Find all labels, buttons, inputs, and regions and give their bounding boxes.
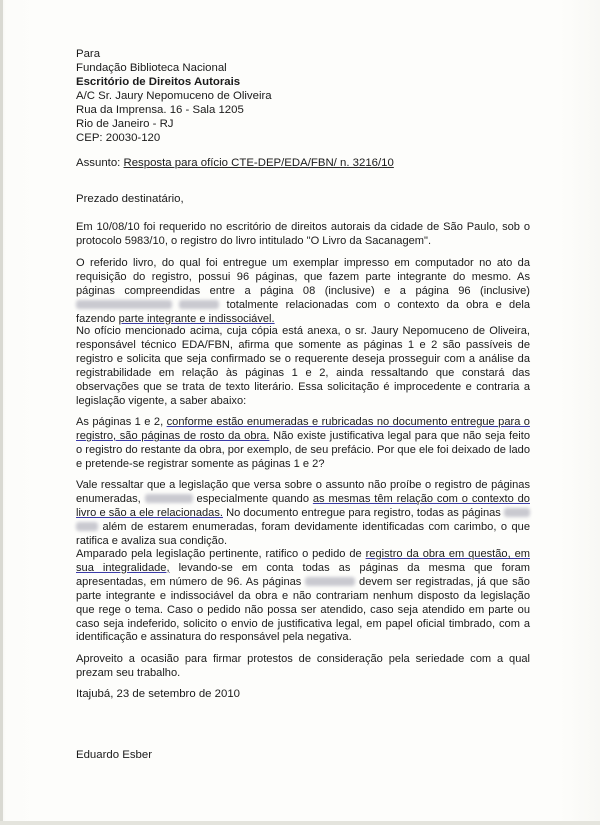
paragraph-text: levando-se em conta todas as páginas da mesma que foram apresentadas, em número de 96. As páginas bbox=[76, 561, 530, 588]
salutation: Prezado destinatário, bbox=[76, 193, 184, 205]
paragraph-5 bbox=[76, 479, 530, 549]
address-line: Rua da Imprensa. 16 - Sala 1205 bbox=[76, 104, 244, 116]
paragraph-text: Amparado pela legislação pertinente, ratifico o pedido de bbox=[76, 548, 362, 560]
underlined-text: registro da obra em questão, em sua integralidade, bbox=[76, 548, 530, 574]
paragraph-4 bbox=[76, 416, 530, 472]
signature-name: Eduardo Esber bbox=[76, 749, 152, 761]
underlined-text: as mesmas têm relação com o contexto do livro e são a ele relacionadas. bbox=[76, 492, 530, 519]
paragraph-text: totalmente relacionadas com o contexto da obra e dela fazendo bbox=[76, 298, 530, 325]
paragraph-7: Aproveito a ocasião para firmar protestos de consideração pela seriedade com a qual prezam seu trabalho. bbox=[76, 653, 530, 679]
address-line-bold: Escritório de Direitos Autorais bbox=[76, 76, 241, 88]
paragraph-text: No documento entregue para registro, todas as páginas bbox=[226, 506, 501, 519]
scan-edge-bottom bbox=[0, 821, 600, 825]
underlined-text: parte integrante e indissociável. bbox=[118, 312, 275, 325]
redacted-text bbox=[305, 577, 355, 586]
scan-edge bbox=[0, 0, 3, 825]
address-line: Rio de Janeiro - RJ bbox=[76, 118, 174, 130]
redacted-text bbox=[76, 300, 172, 309]
subject-text: Resposta para ofício CTE-DEP/EDA/FBN/ n. 3216/10 bbox=[123, 157, 394, 169]
paragraph-text: além de estarem enumeradas, foram devidamente identificadas com carimbo, o que ratifica e avaliza sua condição. bbox=[76, 520, 530, 547]
subject-label: Assunto: bbox=[76, 157, 121, 169]
paragraph-text: devem ser registradas, já que são parte integrante e indissociável da obra e não contrariam nenhum disposto da legislação que rege o tema. Caso o pedido não possa ser atendido, caso seja atendido em parte ou caso seja indeferido, solicito o envio de justificativa legal, em papel oficial timbrado, com a identificação e assinatura do responsável pela negativa. bbox=[76, 575, 530, 644]
redacted-text bbox=[179, 300, 219, 309]
paragraph-text: especialmente quando bbox=[196, 492, 309, 505]
address-line: Fundação Biblioteca Nacional bbox=[76, 62, 227, 74]
paragraph-text: As páginas 1 e 2, bbox=[76, 416, 164, 428]
paragraph-2 bbox=[76, 257, 530, 327]
redacted-text bbox=[504, 508, 530, 517]
paragraph-text: Não existe justificativa legal para que não seja feito o registro do restante da obra, por exemplo, de seu prefácio. Por que ele foi deixado de lado e pretende-se registrar somente as páginas 1 e 2? bbox=[76, 429, 530, 470]
redacted-text bbox=[76, 522, 98, 531]
paragraph-text: Vale ressaltar que a legislação que versa sobre o assunto não proíbe o registro de páginas enumeradas, bbox=[76, 479, 530, 505]
recipient-address bbox=[76, 47, 272, 145]
subject-line bbox=[76, 156, 394, 170]
address-line: Para bbox=[76, 48, 101, 60]
letter-date: Itajubá, 23 de setembro de 2010 bbox=[76, 688, 241, 700]
underlined-text: conforme estão enumeradas e rubricadas no documento entregue para o registro, são páginas de rosto da obra. bbox=[76, 416, 530, 442]
redacted-text bbox=[145, 494, 193, 503]
paragraph-3: No ofício mencionado acima, cuja cópia está anexa, o sr. Jaury Nepomuceno de Oliveira, responsável técnico EDA/FBN, afirma que somente as páginas 1 e 2 são passíveis de registro e solicita que seja confirmado se o requerente deseja prosseguir com a análise da registrabilidade em relação às páginas 1 e 2, ainda ressaltando que constará das observações que se trata de texto literário. Essa solicitação é improcedente e contraria a legislação vigente, a saber abaixo: bbox=[76, 325, 530, 407]
paragraph-1: Em 10/08/10 foi requerido no escritório de direitos autorais da cidade de São Paulo, sob o protocolo 5983/10, o registro do livro intitulado "O Livro da Sacanagem". bbox=[76, 221, 530, 247]
address-line: CEP: 20030-120 bbox=[76, 132, 161, 144]
address-line: A/C Sr. Jaury Nepomuceno de Oliveira bbox=[76, 90, 272, 102]
paragraph-6 bbox=[76, 548, 530, 645]
paragraph-text: O referido livro, do qual foi entregue um exemplar impresso em computador no ato da requisição do registro, possui 96 páginas, que fazem parte integrante do mesmo. As páginas compreendidas entre a página 08 (inclusive) e a página 96 (inclusive) bbox=[76, 257, 530, 297]
